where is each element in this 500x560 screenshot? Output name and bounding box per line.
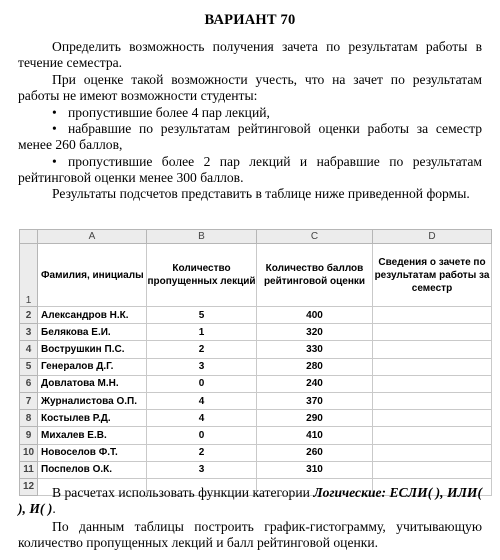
cell-missed: 2 bbox=[147, 341, 257, 358]
cell-score: 400 bbox=[257, 307, 373, 324]
row-number: 10 bbox=[20, 444, 38, 461]
cell-name: Александров Н.К. bbox=[38, 307, 147, 324]
bullet-icon: • bbox=[52, 153, 57, 169]
table-row bbox=[20, 358, 492, 375]
cell-info bbox=[373, 444, 492, 461]
table-row bbox=[20, 427, 492, 444]
cell-name: Костылев Р.Д. bbox=[38, 410, 147, 427]
paragraph-functions bbox=[18, 485, 482, 517]
cell-name: Журналистова О.П. bbox=[38, 392, 147, 409]
row-number: 6 bbox=[20, 375, 38, 392]
row-number: 4 bbox=[20, 341, 38, 358]
cell-missed: 1 bbox=[147, 324, 257, 341]
table-row bbox=[20, 410, 492, 427]
corner-cell bbox=[20, 230, 38, 244]
cell-info bbox=[373, 410, 492, 427]
cell-missed: 4 bbox=[147, 410, 257, 427]
condition-text: пропустившие более 2 пар лекций и набравшие по результатам рейтинговой оценки менее 300 баллов. bbox=[18, 153, 482, 185]
cell-missed: 5 bbox=[147, 307, 257, 324]
table-row bbox=[20, 375, 492, 392]
functions-list: Логические: ЕСЛИ( ), ИЛИ( ), И( ) bbox=[18, 485, 483, 517]
row-number: 9 bbox=[20, 427, 38, 444]
cell-score: 280 bbox=[257, 358, 373, 375]
header-score: Количество баллов рейтинговой оценки bbox=[257, 244, 373, 307]
cell-info bbox=[373, 324, 492, 341]
table-row bbox=[20, 461, 492, 478]
bullet-icon: • bbox=[52, 121, 57, 137]
table-row bbox=[20, 444, 492, 461]
column-header-row bbox=[20, 230, 492, 244]
header-row bbox=[20, 244, 492, 307]
cell-info bbox=[373, 461, 492, 478]
cell-missed: 4 bbox=[147, 392, 257, 409]
cell-score: 240 bbox=[257, 375, 373, 392]
row-number: 2 bbox=[20, 307, 38, 324]
cell-name: Михалев Е.В. bbox=[38, 427, 147, 444]
paragraph-chart-task: По данным таблицы построить график-гистограмму, учитывающую количество пропущенных лекций и балл рейтинговой оценки. bbox=[18, 519, 482, 551]
condition-text: набравшие по результатам рейтинговой оценки работы за семестр менее 260 баллов, bbox=[18, 121, 482, 153]
row-number: 7 bbox=[20, 392, 38, 409]
table-row bbox=[20, 392, 492, 409]
condition-list bbox=[18, 105, 482, 186]
variant-title: ВАРИАНТ 70 bbox=[204, 12, 296, 28]
table-row bbox=[20, 307, 492, 324]
table-row bbox=[20, 324, 492, 341]
condition-item-1 bbox=[18, 105, 482, 121]
condition-item-2 bbox=[18, 121, 482, 153]
cell-missed: 0 bbox=[147, 427, 257, 444]
paragraph-conditions: При оценке такой возможности учесть, что на зачет по результатам работы не имеют возможности студенты: bbox=[18, 72, 482, 104]
functions-prefix: В расчетах использовать функции категории bbox=[52, 485, 310, 500]
column-letter-b: B bbox=[147, 230, 257, 244]
cell-score: 290 bbox=[257, 410, 373, 427]
column-letter-a: A bbox=[38, 230, 147, 244]
header-info: Сведения о зачете по результатам работы за семестр bbox=[373, 244, 492, 307]
cell-info bbox=[373, 341, 492, 358]
row-number: 5 bbox=[20, 358, 38, 375]
cell-name: Довлатова М.Н. bbox=[38, 375, 147, 392]
cell-score: 410 bbox=[257, 427, 373, 444]
bullet-icon: • bbox=[52, 105, 57, 120]
header-missed: Количество пропущенных лекций bbox=[147, 244, 257, 307]
cell-info bbox=[373, 392, 492, 409]
row-number: 1 bbox=[20, 244, 38, 307]
cell-missed: 3 bbox=[147, 461, 257, 478]
cell-score: 330 bbox=[257, 341, 373, 358]
cell-missed: 2 bbox=[147, 444, 257, 461]
cell-info bbox=[373, 307, 492, 324]
row-number: 3 bbox=[20, 324, 38, 341]
column-letter-d: D bbox=[373, 230, 492, 244]
cell-info bbox=[373, 358, 492, 375]
condition-text: пропустившие более 4 пар лекций, bbox=[68, 105, 270, 120]
column-letter-c: C bbox=[257, 230, 373, 244]
table-row bbox=[20, 341, 492, 358]
cell-name: Новоселов Ф.Т. bbox=[38, 444, 147, 461]
cell-name: Поспелов О.К. bbox=[38, 461, 147, 478]
functions-suffix: . bbox=[52, 501, 56, 517]
cell-name: Белякова Е.И. bbox=[38, 324, 147, 341]
cell-info bbox=[373, 375, 492, 392]
cell-info bbox=[373, 427, 492, 444]
cell-name: Генералов Д.Г. bbox=[38, 358, 147, 375]
row-number: 8 bbox=[20, 410, 38, 427]
row-number: 12 bbox=[20, 478, 38, 495]
cell-missed: 3 bbox=[147, 358, 257, 375]
paragraph-task: Определить возможность получения зачета по результатам работы в течение семестра. bbox=[18, 39, 482, 71]
row-number: 11 bbox=[20, 461, 38, 478]
cell-score: 260 bbox=[257, 444, 373, 461]
cell-name: Вострушкин П.С. bbox=[38, 341, 147, 358]
cell-score: 370 bbox=[257, 392, 373, 409]
paragraph-results: Результаты подсчетов представить в таблице ниже приведенной формы. bbox=[52, 186, 470, 201]
cell-score: 320 bbox=[257, 324, 373, 341]
cell-missed: 0 bbox=[147, 375, 257, 392]
condition-item-3 bbox=[18, 154, 482, 186]
header-name: Фамилия, инициалы bbox=[38, 244, 147, 307]
cell-score: 310 bbox=[257, 461, 373, 478]
